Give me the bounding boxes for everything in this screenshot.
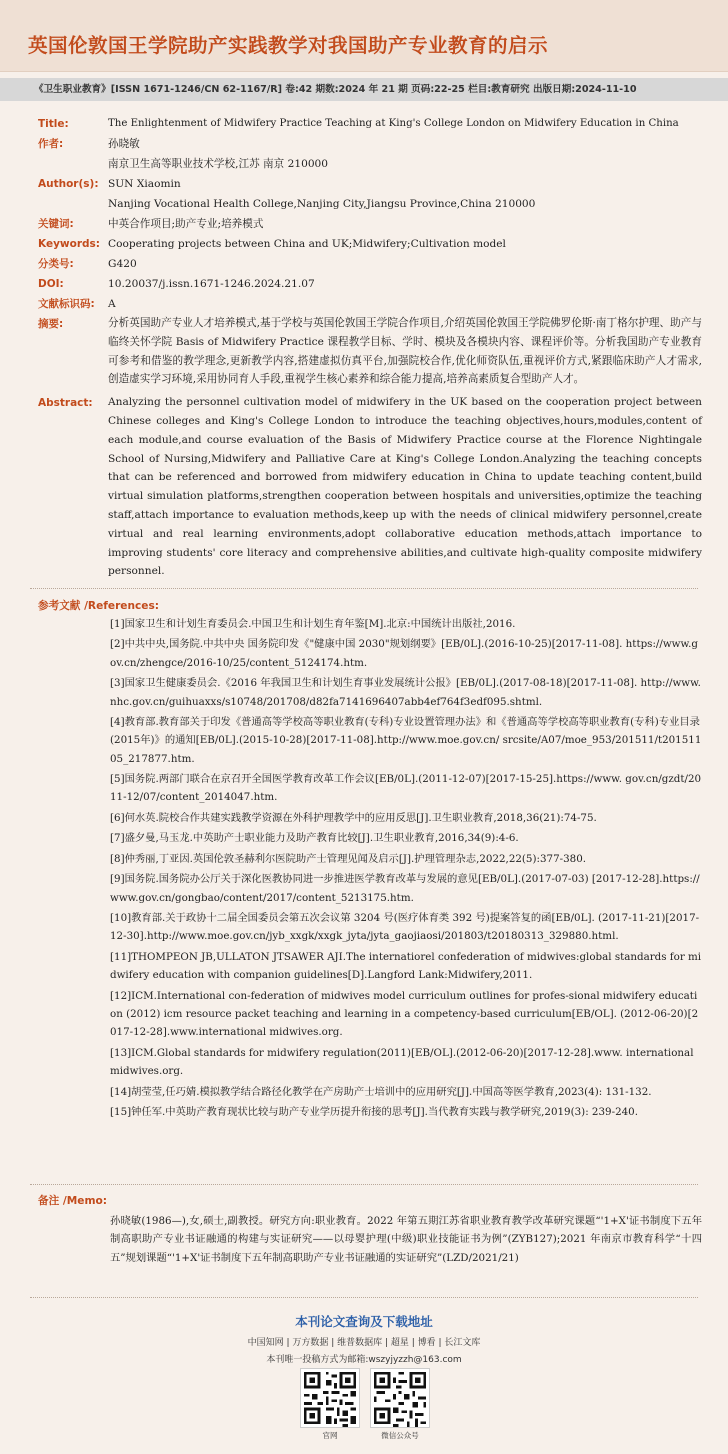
author-en-value: SUN Xiaomin xyxy=(108,178,181,190)
page-title: 英国伦敦国王学院助产实践教学对我国助产专业教育的启示 xyxy=(28,34,549,57)
keywords-en-label: Keywords: xyxy=(38,238,100,250)
meta-bar: 《卫生职业教育》[ISSN 1671-1246/CN 62-1167/R] 卷:42 期数:2024 年 21 期 页码:22-25 栏目:教育研究 出版日期:2024-11-10 xyxy=(0,78,728,101)
reference-item: [3]国家卫生健康委员会.《2016 年我国卫生和计划生育事业发展统计公报》[EB/0L].(2017-08-18)[2017-11-08]. http://www.nhc.gov.cn/guihuaxxs/s10748/201708/d82fa7141696407abb4ef764f3edf095.shtml. xyxy=(110,677,701,708)
reference-item: [9]国务院.国务院办公厅关于深化医教协同进一步推进医学教育改革与发展的意见[EB/0L].(2017-07-03) [2017-12-28].https://www.gov.cn/gongbao/content/2017/content_5213175.htm. xyxy=(110,873,700,904)
footer-sites: 中国知网 | 万方数据 | 维普数据库 | 超星 | 博看 | 长江文库 xyxy=(247,1338,481,1348)
doccode-value: A xyxy=(108,298,116,310)
doccode-label: 文献标识码: xyxy=(38,298,95,310)
abstract-en-value: Analyzing the personnel cultivation model of midwifery in the UK based on the cooperation project between Chinese colleges and King's College London to introduce the teaching objectives,hours,modules,content of each module,and course evaluation of the Basis of Midwifery Practice course at the Florence Nightingale School of Nursing,Midwifery and Palliative Care at King's College London.Analyzing the teaching concepts that can be referenced and borrowed from midwifery education in China to update teaching content,build virtual simulation platforms,strengthen cooperation between hospitals and universities,optimize the teaching staff,attach importance to evaluation methods,keep up with the needs of clinical midwifery personnel,create virtual and real learning environments,adopt collaborative education methods,attach importance to improving students' core literacy and comprehensive abilities,and cultivate high-quality composite midwifery personnel. xyxy=(108,396,702,578)
title-value: The Enlightenment of Midwifery Practice Teaching at King's College London on Midwifery Education in China xyxy=(108,118,679,129)
reference-item: [13]ICM.Global standards for midwifery regulation(2011)[EB/OL].(2012-06-20)[2017-12-28].www. internationalmidwives.org. xyxy=(110,1046,694,1078)
class-value: G420 xyxy=(108,258,137,270)
reference-item: [2]中共中央,国务院.中共中央 国务院印发《"健康中国 2030"规划纲要》[EB/0L].(2016-10-25)[2017-11-08]. https://www.gov.cn/zhengce/2016-10/25/content_5124174.htm. xyxy=(110,638,698,669)
reference-item: [11]THOMPEON JB,ULLATON JTSAWER AJI.The internatiorel confederation of midwives:global standards for midwifery education with companion guidelines[D].Langford Lank:Midwifery,2011. xyxy=(110,950,702,982)
qr-code-wechat[interactable] xyxy=(370,1368,430,1428)
references-label: 参考文献 /References: xyxy=(38,600,160,612)
abstract-en-label: Abstract: xyxy=(38,397,93,410)
title-label: Title: xyxy=(38,118,69,130)
keywords-cn-value: 中英合作项目;助产专业;培养模式 xyxy=(108,218,264,230)
field-title xyxy=(0,114,728,134)
field-abstract-cn xyxy=(0,314,728,389)
field-class xyxy=(0,254,728,274)
reference-item: [5]国务院.两部门联合在京召开全国医学教育改革工作会议[EB/0L].(2011-12-07)[2017-15-25].https://www. gov.cn/gzdt/2011-12/07/content_2014047.htm. xyxy=(110,773,702,804)
qr-caption-wechat: 微信公众号 xyxy=(381,1431,419,1440)
field-doi xyxy=(0,274,728,294)
doi-value: 10.20037/j.issn.1671-1246.2024.21.07 xyxy=(108,278,315,290)
reference-item: [4]教育部.教育部关于印发《普通高等学校高等职业教育(专科)专业设置管理办法》和《普通高等学校高等职业教育(专科)专业目录(2015年)》的通知[EB/0L].(2015-10-28)[2017-11-08].http://www.moe.gov.cn/ srcsite/A07/moe_953/201511/t20151105_217877.htm. xyxy=(110,716,702,765)
footer-mail: 本刊唯一投稿方式为邮箱:wszyjyzzh@163.com xyxy=(266,1355,462,1365)
reference-item: [14]胡莹莹,任巧婧.模拟教学结合路径化教学在产房助产士培训中的应用研究[J].中国高等医学教育,2023(4): 131-132. xyxy=(110,1085,652,1098)
reference-item: [10]教育部.关于政协十二届全国委员会第五次会议第 3204 号(医疗体育类 392 号)提案答复的函[EB/0L]. (2017-11-21)[2017-12-30].http://www.moe.gov.cn/jyb_xxgk/xxgk_jyta/jyta_gaojiaosi/201803/t20180313_329880.html. xyxy=(110,912,700,943)
field-author-en xyxy=(0,174,728,214)
reference-item: [1]国家卫生和计划生育委员会.中国卫生和计划生育年鉴[M].北京:中国统计出版社,2016. xyxy=(110,618,516,630)
keywords-en-value: Cooperating projects between China and UK;Midwifery;Cultivation model xyxy=(108,238,506,250)
reference-item: [15]钟任军.中英助产教育现状比较与助产专业学历提升衔接的思考[J].当代教育实践与教学研究,2019(3): 239-240. xyxy=(110,1106,638,1119)
field-doccode xyxy=(0,294,728,314)
field-keywords-cn xyxy=(0,214,728,234)
author-label: 作者: xyxy=(38,138,64,150)
divider xyxy=(30,1184,698,1185)
article-fields xyxy=(0,114,728,581)
references-list xyxy=(110,615,702,1124)
field-author xyxy=(0,134,728,174)
reference-item: [12]ICM.International con-federation of midwives model curriculum outlines for profes-sional midwifery education (2012) icm resource packet teaching and learning in a competency-based curriculum[EB/OL]. (2012-06-20)[2017-12-28].www.international midwives.org. xyxy=(110,989,699,1039)
footer-title: 本刊论文查询及下载地址 xyxy=(295,1314,433,1329)
title-band xyxy=(0,0,728,72)
author-value: 孙晓敏 xyxy=(108,138,140,150)
field-abstract-en xyxy=(0,393,728,581)
divider xyxy=(30,588,698,589)
qr-icon xyxy=(371,1369,429,1427)
reference-item: [7]盛夕曼,马玉龙.中英助产士职业能力及助产教育比较[J].卫生职业教育,2016,34(9):4-6. xyxy=(110,832,519,845)
doi-label: DOI: xyxy=(38,278,64,290)
memo-label: 备注 /Memo: xyxy=(38,1195,108,1207)
divider xyxy=(30,1297,698,1298)
author-affiliation: 南京卫生高等职业技术学校,江苏 南京 210000 xyxy=(108,158,329,170)
reference-item: [6]何水英.院校合作共建实践教学资源在外科护理教学中的应用反思[J].卫生职业教育,2018,36(21):74-75. xyxy=(110,811,597,824)
field-keywords-en xyxy=(0,234,728,254)
abstract-cn-value: 分析英国助产专业人才培养模式,基于学校与英国伦敦国王学院合作项目,介绍英国伦敦国王学院佛罗伦斯·南丁格尔护理、助产与临终关怀学院 Basis of Midwifery Practice 课程教学目标、学时、模块及各模块内容、课程评价等。分析我国助产专业教育可参考和借鉴的教学理念,更新教学内容,搭建虚拟仿真平台,加强院校合作,优化师资队伍,重视评价方式,紧跟临床助产人才需求,创造虚实学习环境,采用协同育人手段,重视学生核心素养和综合能力提高,培养高素质复合型助产人才。 xyxy=(108,317,702,386)
reference-item: [8]仲秀丽,丁亚因.英国伦敦圣赫利尔医院助产士管理见闻及启示[J].护理管理杂志,2022,22(5):377-380. xyxy=(110,852,587,865)
class-label: 分类号: xyxy=(38,258,74,270)
memo-value: 孙晓敏(1986—),女,硕士,副教授。研究方向:职业教育。2022 年第五期江苏省职业教育教学改革研究课题“'1+X'证书制度下五年制高职助产专业书证融通的构建与实证研究——以母婴护理(中级)职业技能证书为例”(ZYB127);2021 年南京市教育科学“十四五”规划课题“'1+X'证书制度下五年制高职助产专业书证融通的实证研究”(LZD/2021/21) xyxy=(110,1215,702,1264)
qr-code-official-site[interactable] xyxy=(300,1368,360,1428)
abstract-cn-label: 摘要: xyxy=(38,318,64,330)
qr-icon xyxy=(301,1369,359,1427)
author-en-affiliation: Nanjing Vocational Health College,Nanjing City,Jiangsu Province,China 210000 xyxy=(108,198,536,210)
footer xyxy=(0,1304,728,1454)
qr-caption-official-site: 官网 xyxy=(322,1431,338,1440)
author-en-label: Author(s): xyxy=(38,178,99,190)
keywords-cn-label: 关键词: xyxy=(38,218,74,230)
